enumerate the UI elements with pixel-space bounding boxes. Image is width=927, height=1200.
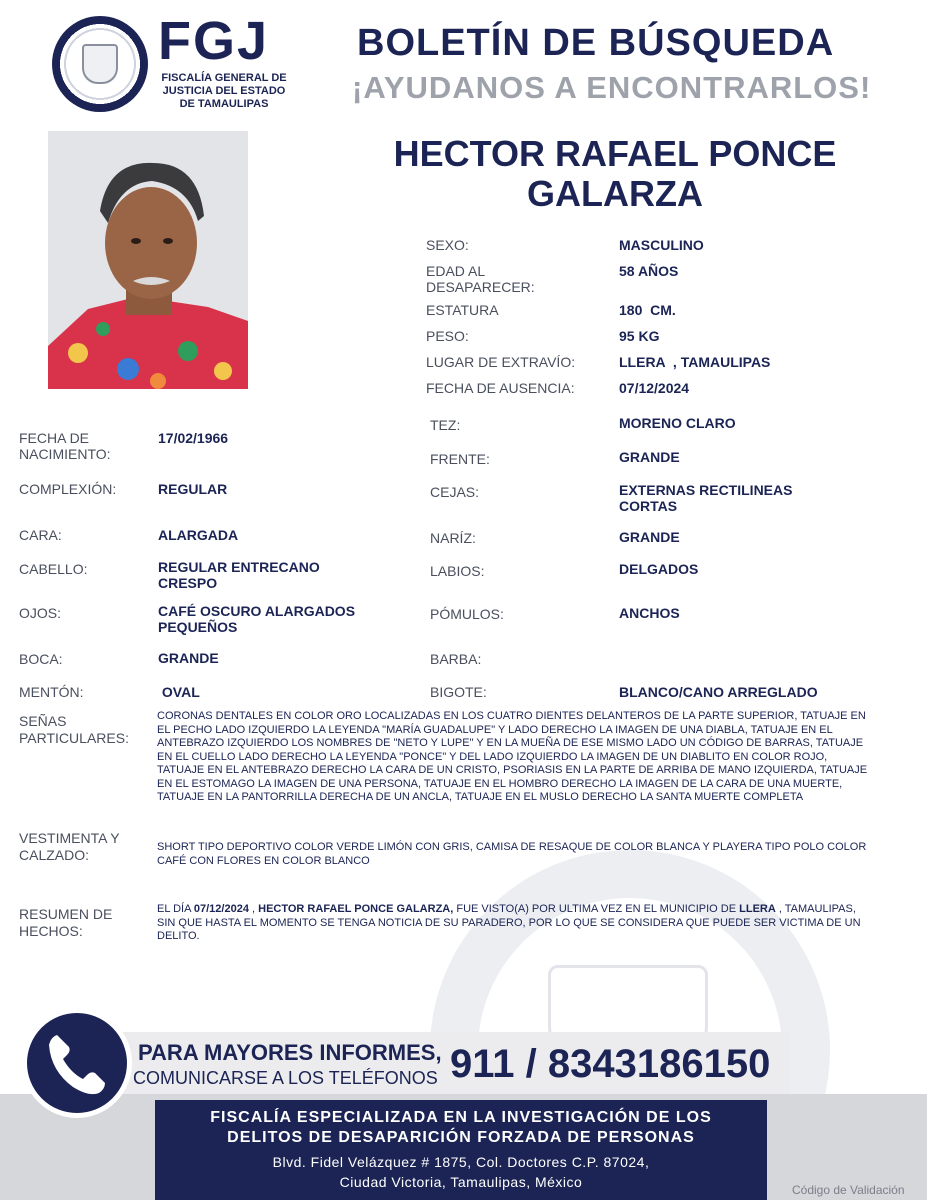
- place-label: LUGAR DE EXTRAVÍO:: [426, 354, 576, 370]
- bulletin-title: BOLETÍN DE BÚSQUEDA: [357, 22, 835, 64]
- height-label: ESTATURA: [426, 302, 499, 318]
- absence-date-label: FECHA DE AUSENCIA:: [426, 380, 575, 396]
- cheekbones-value: ANCHOS: [619, 605, 680, 621]
- contact-heading: PARA MAYORES INFORMES,: [138, 1040, 442, 1065]
- validation-code-label: Código de Validación: [792, 1183, 905, 1197]
- mustache-label: BIGOTE:: [430, 684, 487, 700]
- fgj-logo: [52, 16, 148, 112]
- eyes-label: OJOS:: [19, 605, 62, 621]
- eyebrows-label: CEJAS:: [430, 484, 480, 500]
- phone-number[interactable]: 911 / 8343186150: [450, 1042, 771, 1086]
- height-value: 180 CM.: [619, 302, 676, 318]
- build-value: REGULAR: [158, 481, 228, 497]
- clothing-label: VESTIMENTA Y CALZADO:: [19, 830, 120, 863]
- face-label: CARA:: [19, 527, 62, 543]
- nose-label: NARÍZ:: [430, 530, 476, 546]
- marks-text: CORONAS DENTALES EN COLOR ORO LOCALIZADAS EN LOS CUATRO DIENTES DELANTEROS DE LA PARTE SUPERIOR, TATUAJE EN EL PECHO LADO IZQUIERDO LA LEYENDA "MARÍA GUADALUPE" Y LADO DERECHO LA IMAGEN DE UNA DIABLA, TATUAJE EN EL ANTEBRAZO IZQUIERDO LOS NOMBRES DE "NETO Y LUPE" Y EN LA MUEÑA DE ESE MISMO LADO UN CÓDIGO DE BARRAS, TATUAJE EN EL CUELLO LADO DERECHO LA LEYENDA "PONCE" Y DEL LADO IZQUIERDO LA IMAGEN DE UN DIABLITO EN COLOR ROJO, TATUAJE EN EL ANTEBRAZO DERECHO LA CARA DE UN CRISTO, PSORIASIS EN LA PARTE DE ARRIBA DE MANO IZQUIERDA, TATUAJE EN EL ESTOMAGO LA IMAGEN DE UNA PERSONA, TATUAJE EN EL HOMBRO DERECHO LA IMAGEN DE LA CARA DE UNA MUERTE, TATUAJE EN LA PANTORRILLA DERECHA DE UN ANCLA, TATUAJE EN EL MUSLO DERECHO LA SANTA MUERTE COMPLETA: [157, 710, 868, 803]
- beard-label: BARBA:: [430, 651, 482, 667]
- hair-label: CABELLO:: [19, 561, 88, 577]
- footer-office: FISCALÍA ESPECIALIZADA EN LA INVESTIGACIÓN DE LOS DELITOS DE DESAPARICIÓN FORZADA DE PERSONAS: [210, 1109, 712, 1146]
- birthdate-value: 17/02/1966: [158, 430, 229, 446]
- sex-value: MASCULINO: [619, 237, 704, 253]
- marks-label: SEÑAS PARTICULARES:: [19, 713, 129, 746]
- mouth-label: BOCA:: [19, 651, 63, 667]
- org-short: FGJ: [158, 11, 270, 71]
- bulletin-subtitle: ¡AYUDANOS A ENCONTRARLOS!: [352, 70, 872, 105]
- mustache-value: BLANCO/CANO ARREGLADO: [619, 684, 818, 700]
- absence-date-value: 07/12/2024: [619, 380, 690, 396]
- face-value: ALARGADA: [158, 527, 239, 543]
- forehead-value: GRANDE: [619, 449, 680, 465]
- phone-icon: [22, 1008, 132, 1118]
- weight-value: 95 KG: [619, 328, 660, 344]
- person-photo: [48, 131, 248, 389]
- lips-value: DELGADOS: [619, 561, 699, 577]
- age-label: EDAD AL DESAPARECER:: [426, 263, 535, 295]
- birthdate-label: FECHA DE NACIMIENTO:: [19, 430, 111, 462]
- footer-address: Blvd. Fidel Velázquez # 1875, Col. Doctores C.P. 87024, Ciudad Victoria, Tamaulipas, México: [272, 1154, 650, 1190]
- weight-label: PESO:: [426, 328, 469, 344]
- lips-label: LABIOS:: [430, 563, 485, 579]
- mouth-value: GRANDE: [158, 650, 219, 666]
- nose-value: GRANDE: [619, 529, 680, 545]
- eyes-value: CAFÉ OSCURO ALARGADOS PEQUEÑOS: [158, 603, 356, 635]
- org-full-name: FISCALÍA GENERAL DE JUSTICIA DEL ESTADO DE TAMAULIPAS: [161, 72, 287, 110]
- chin-value: OVAL: [158, 684, 200, 700]
- skin-label: TEZ:: [430, 417, 461, 433]
- chin-label: MENTÓN:: [19, 684, 84, 700]
- hair-value: REGULAR ENTRECANO CRESPO: [158, 559, 320, 591]
- skin-value: MORENO CLARO: [619, 415, 736, 431]
- age-value: 58 AÑOS: [619, 263, 679, 279]
- summary-text: EL DÍA 07/12/2024 , HECTOR RAFAEL PONCE GALARZA, FUE VISTO(A) POR ULTIMA VEZ EN EL MUNICIPIO DE LLERA , TAMAULIPAS, SIN QUE HASTA EL MOMENTO SE TENGA NOTICIA DE SU PARADERO, POR LO QUE SE CONSIDERA QUE PUEDE SER VICTIMA DE UN DELITO.: [157, 903, 861, 942]
- contact-subheading: COMUNICARSE A LOS TELÉFONOS: [133, 1068, 438, 1088]
- summary-label: RESUMEN DE HECHOS:: [19, 906, 113, 939]
- clothing-text: SHORT TIPO DEPORTIVO COLOR VERDE LIMÓN CON GRIS, CAMISA DE RESAQUE DE COLOR BLANCA Y PLAYERA TIPO POLO COLOR CAFÉ CON FLORES EN COLOR BLANCO: [157, 841, 867, 867]
- forehead-label: FRENTE:: [430, 451, 490, 467]
- cheekbones-label: PÓMULOS:: [430, 606, 504, 622]
- place-value: LLERA , TAMAULIPAS: [619, 354, 771, 370]
- person-name: HECTOR RAFAEL PONCE GALARZA: [393, 133, 837, 214]
- build-label: COMPLEXIÓN:: [19, 481, 117, 497]
- eyebrows-value: EXTERNAS RECTILINEAS CORTAS: [619, 482, 793, 514]
- sex-label: SEXO:: [426, 237, 469, 253]
